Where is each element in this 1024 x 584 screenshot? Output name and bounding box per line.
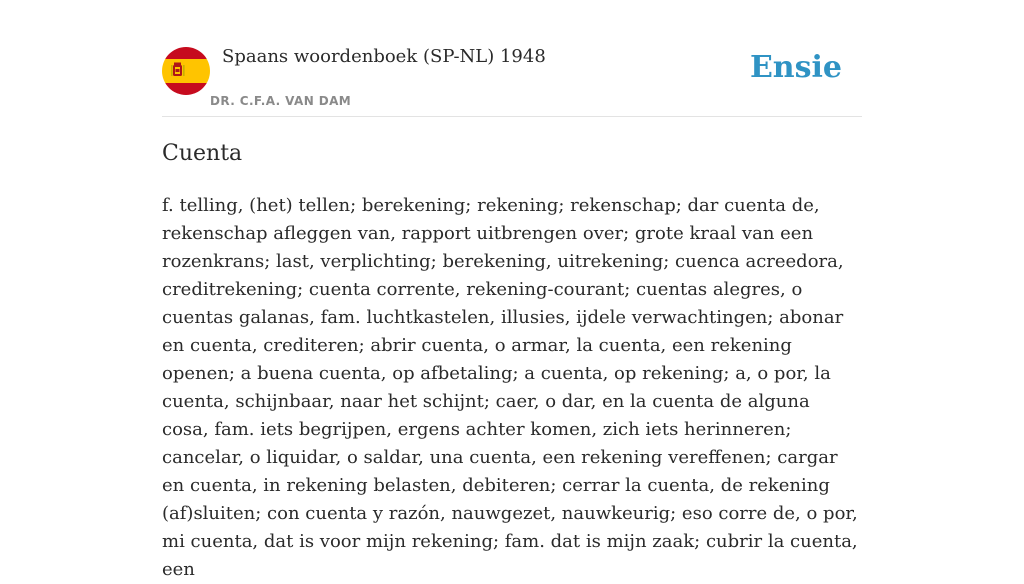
entry-definition: f. telling, (het) tellen; berekening; rekening; rekenschap; dar cuenta de, rekenschap afleggen van, rapport uitbrengen over; grote kraal van een rozenkrans; last, verplichting; berekening, uitrekening; cuenca acreedora, creditrekening; cuenta corrente, rekening-courant; cuentas alegres, o cuentas galanas, fam. luchtkastelen, illusies, ijdele verwachtingen; abonar en cuenta, crediteren; abrir cuenta, o armar, la cuenta, een rekening openen; a buena cuenta, op afbetaling; a cuenta, op rekening; a, o por, la cuenta, schijnbaar, naar het schijnt; caer, o dar, en la cuenta de alguna cosa, fam. iets begrijpen, ergens achter komen, zich iets herinneren; cancelar, o liquidar, o saldar, una cuenta, een rekening vereffenen; cargar en cuenta, in rekening belasten, debiteren; cerrar la cuenta, de rekening (af)sluiten; con cuenta y razón, nauwgezet, nauwkeurig; eso corre de, o por, mi cuenta, dat is voor mijn rekening; fam. dat is mijn zaak; cubrir la cuenta, een (162, 195, 858, 580)
entry-title: Cuenta (162, 141, 243, 166)
header (162, 0, 862, 117)
spain-flag-icon (162, 47, 210, 95)
ensie-logo[interactable]: Ensie (749, 50, 842, 85)
author-name: DR. C.F.A. VAN DAM (210, 94, 352, 108)
book-title[interactable]: Spaans woordenboek (SP-NL) 1948 (222, 46, 546, 67)
page (162, 0, 862, 580)
